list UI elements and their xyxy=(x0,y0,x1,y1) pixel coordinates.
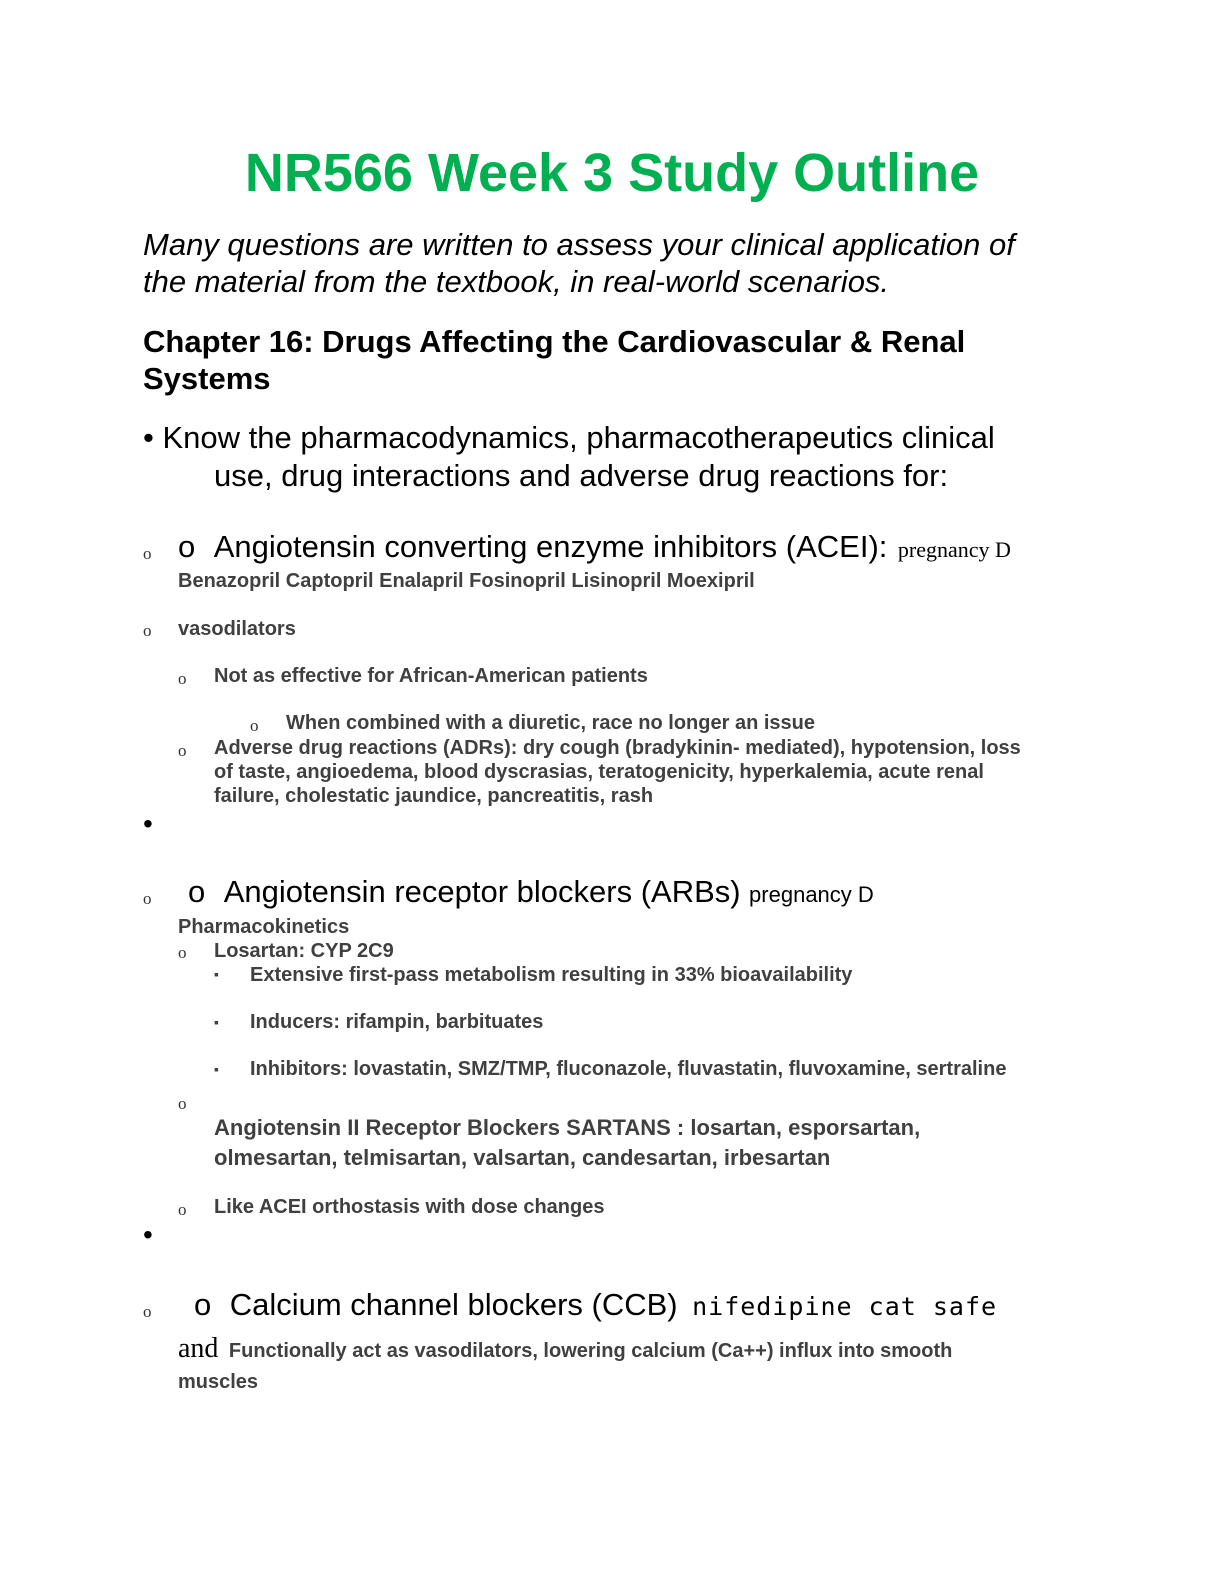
ccb-and: and xyxy=(178,1333,219,1364)
acei-adr-line-3: failure, cholestatic jaundice, pancreatitis, rash xyxy=(214,785,654,807)
acei-adr-line-2: of taste, angioedema, blood dyscrasias, teratogenicity, hyperkalemia, acute renal xyxy=(214,761,984,783)
list-marker-circle: o xyxy=(178,1094,187,1113)
circle-marker: o xyxy=(188,874,206,909)
arb-losartan: Losartan: CYP 2C9 xyxy=(214,940,394,962)
list-marker-circle: o xyxy=(178,669,187,688)
list-marker-circle: o xyxy=(143,621,152,640)
arb-inhibitors: Inhibitors: lovastatin, SMZ/TMP, fluconazole, fluvastatin, fluvoxamine, sertraline xyxy=(250,1058,1007,1080)
bullet-marker: • xyxy=(143,420,154,455)
ccb-line-1 xyxy=(178,1333,952,1365)
chapter-heading-line-1: Chapter 16: Drugs Affecting the Cardiovascular & Renal xyxy=(143,324,966,359)
list-marker-square: ▪ xyxy=(214,966,219,982)
arb-pregnancy: pregnancy D xyxy=(749,882,874,907)
ccb-heading-text: Calcium channel blockers (CCB) xyxy=(229,1287,678,1322)
ccb-text-1: Functionally act as vasodilators, lowering calcium (Ca++) influx into smooth xyxy=(228,1340,953,1362)
arb-sartans-line-1: Angiotensin II Receptor Blockers SARTANS : losartan, esporsartan, xyxy=(214,1115,921,1140)
list-marker-circle: o xyxy=(178,741,187,760)
know-text-1: Know the pharmacodynamics, pharmacotherapeutics clinical xyxy=(162,420,995,455)
list-marker-circle: o xyxy=(178,943,187,962)
know-line-2: use, drug interactions and adverse drug reactions for: xyxy=(214,458,949,493)
list-marker-square: ▪ xyxy=(214,1014,219,1030)
circle-marker: o xyxy=(178,529,196,564)
chapter-heading-line-2: Systems xyxy=(143,361,271,396)
ccb-nifedipine: nifedipine cat safe xyxy=(692,1292,998,1321)
acei-diuretic: When combined with a diuretic, race no longer an issue xyxy=(286,712,815,734)
list-marker-circle: o xyxy=(250,716,259,735)
arb-sartans xyxy=(214,1113,920,1173)
page-title: NR566 Week 3 Study Outline xyxy=(244,143,980,203)
arb-heading xyxy=(188,874,874,910)
intro-line-1: Many questions are written to assess your clinical application of xyxy=(143,227,1015,262)
list-marker-circle: o xyxy=(143,1302,152,1321)
acei-heading-text: Angiotensin converting enzyme inhibitors (ACEI): xyxy=(213,529,888,564)
chapter-heading xyxy=(143,323,965,397)
acei-adr-line-1: Adverse drug reactions (ADRs): dry cough (bradykinin- mediated), hypotension, loss xyxy=(214,737,1021,759)
acei-vasodilators: vasodilators xyxy=(178,618,296,640)
acei-heading xyxy=(178,529,1011,565)
acei-pregnancy: pregnancy D xyxy=(897,537,1011,562)
arb-inducers: Inducers: rifampin, barbituates xyxy=(250,1011,544,1033)
arb-first-pass: Extensive first-pass metabolism resulting in 33% bioavailability xyxy=(250,964,853,986)
bullet-marker: • xyxy=(143,1219,153,1250)
ccb-heading xyxy=(194,1287,997,1323)
arb-orthostasis: Like ACEI orthostasis with dose changes xyxy=(214,1196,605,1218)
intro-line-2: the material from the textbook, in real-world scenarios. xyxy=(143,264,890,299)
list-marker-square: ▪ xyxy=(214,1061,219,1077)
ccb-text-2: muscles xyxy=(178,1371,259,1393)
list-marker-circle: o xyxy=(143,889,152,908)
arb-heading-text: Angiotensin receptor blockers (ARBs) xyxy=(223,874,741,909)
intro-text xyxy=(143,226,1015,300)
arb-sartans-line-2: olmesartan, telmisartan, valsartan, candesartan, irbesartan xyxy=(214,1145,831,1170)
list-marker-circle: o xyxy=(143,544,152,563)
acei-drugs: Benazopril Captopril Enalapril Fosinopril Lisinopril Moexipril xyxy=(178,570,755,592)
list-marker-circle: o xyxy=(178,1200,187,1219)
bullet-marker: • xyxy=(143,808,153,839)
acei-not-effective: Not as effective for African-American patients xyxy=(214,665,648,687)
arb-pharmacokinetics: Pharmacokinetics xyxy=(178,916,350,938)
know-line-1 xyxy=(143,419,995,457)
acei-adr xyxy=(214,736,1021,808)
circle-marker: o xyxy=(194,1287,212,1322)
